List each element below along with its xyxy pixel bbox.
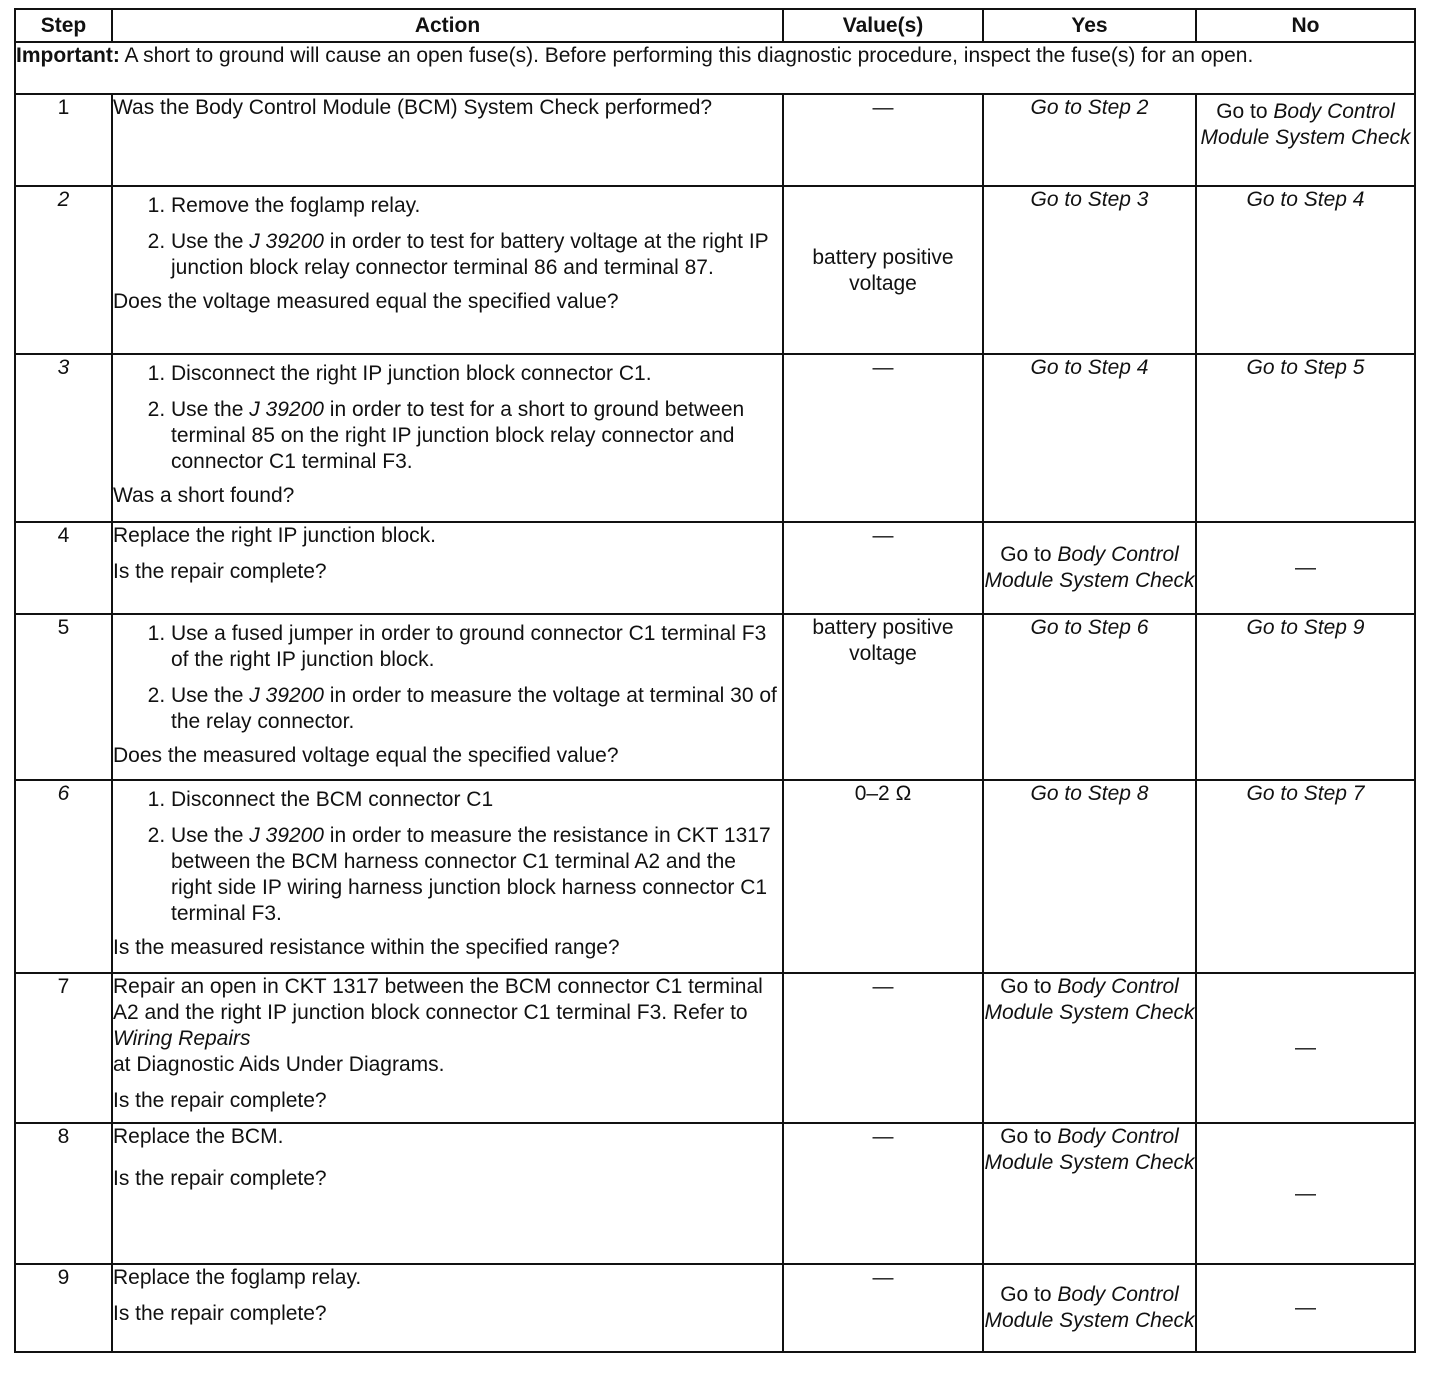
header-action: Action bbox=[112, 9, 783, 42]
tool-name: J 39200 bbox=[249, 824, 324, 847]
action-cell bbox=[112, 780, 783, 973]
no-go-to: Go to bbox=[1216, 100, 1274, 123]
header-yes: Yes bbox=[983, 9, 1196, 42]
yes-go-to: Go to bbox=[1000, 1283, 1058, 1306]
step-number: 3 bbox=[15, 354, 112, 522]
no-cell: Go to Step 7 bbox=[1196, 780, 1415, 973]
action-question: Is the repair complete? bbox=[113, 1302, 327, 1325]
header-step: Step bbox=[15, 9, 112, 42]
table-row-step-4 bbox=[15, 522, 1415, 614]
no-cell: Go to Step 5 bbox=[1196, 354, 1415, 522]
header-no: No bbox=[1196, 9, 1415, 42]
yes-go-to: Go to bbox=[1000, 543, 1058, 566]
tool-name: J 39200 bbox=[249, 684, 324, 707]
action-cell bbox=[112, 354, 783, 522]
no-cell: — bbox=[1196, 973, 1415, 1123]
action-question: Is the repair complete? bbox=[113, 1089, 327, 1112]
step-number: 2 bbox=[15, 186, 112, 354]
no-cell: — bbox=[1196, 1123, 1415, 1264]
step-number: 4 bbox=[15, 522, 112, 614]
substep-list bbox=[113, 193, 782, 281]
substep-item: 2. Use the J 39200 in order to test for a short to ground between terminal 85 on the right IP junction block relay connector and connector C1 terminal F3. bbox=[171, 397, 782, 475]
yes-cell: Go to Step 6 bbox=[983, 614, 1196, 780]
yes-go-to: Go to bbox=[1000, 975, 1058, 998]
tool-name: J 39200 bbox=[249, 230, 324, 253]
action-cell bbox=[112, 614, 783, 780]
value-cell: — bbox=[783, 94, 983, 186]
action-question: Is the repair complete? bbox=[113, 1167, 327, 1190]
wiring-repairs-ref: Wiring Repairs bbox=[113, 1027, 251, 1050]
step-number: 1 bbox=[15, 94, 112, 186]
step-number: 7 bbox=[15, 973, 112, 1123]
header-values: Value(s) bbox=[783, 9, 983, 42]
no-cell: Go to Step 4 bbox=[1196, 186, 1415, 354]
no-cell: — bbox=[1196, 1264, 1415, 1352]
value-cell: battery positive voltage bbox=[783, 186, 983, 354]
substep-list bbox=[113, 621, 782, 735]
important-row bbox=[15, 42, 1415, 94]
table-row-step-6 bbox=[15, 780, 1415, 973]
yes-cell: Go to Step 8 bbox=[983, 780, 1196, 973]
action-question: Was a short found? bbox=[113, 484, 295, 507]
no-cell: — bbox=[1196, 522, 1415, 614]
value-cell: — bbox=[783, 354, 983, 522]
action-cell bbox=[112, 522, 783, 614]
action-cell bbox=[112, 186, 783, 354]
yes-cell bbox=[983, 1264, 1196, 1352]
diagnostic-table bbox=[14, 8, 1416, 1353]
step-number: 8 bbox=[15, 1123, 112, 1264]
yes-link-bcm-check: Body Control Module System Check bbox=[984, 1125, 1195, 1174]
substep-item: 2. Use the J 39200 in order to measure the voltage at terminal 30 of the relay connector. bbox=[171, 683, 782, 735]
action-cell bbox=[112, 973, 783, 1123]
yes-cell: Go to Step 4 bbox=[983, 354, 1196, 522]
value-cell: — bbox=[783, 1264, 983, 1352]
substep-list bbox=[113, 361, 782, 475]
action-question: Is the repair complete? bbox=[113, 560, 327, 583]
table-row-step-8 bbox=[15, 1123, 1415, 1264]
substep-item: 1. Disconnect the BCM connector C1 bbox=[171, 787, 782, 813]
step-number: 5 bbox=[15, 614, 112, 780]
value-cell: 0–2 Ω bbox=[783, 780, 983, 973]
action-question: Was the Body Control Module (BCM) System Check performed? bbox=[113, 96, 713, 119]
action-text: Repair an open in CKT 1317 between the BCM connector C1 terminal A2 and the right IP junction block connector C1 terminal F3. Refer to Wiring Repairs at Diagnostic Aids Under Diagrams. bbox=[113, 975, 763, 1076]
step-number: 6 bbox=[15, 780, 112, 973]
substep-item: 1. Disconnect the right IP junction block connector C1. bbox=[171, 361, 782, 387]
action-text: Replace the right IP junction block. bbox=[113, 524, 436, 547]
yes-cell: Go to Step 2 bbox=[983, 94, 1196, 186]
tool-name: J 39200 bbox=[249, 398, 324, 421]
table-row-step-2 bbox=[15, 186, 1415, 354]
action-text: Replace the foglamp relay. bbox=[113, 1266, 362, 1289]
action-question: Does the measured voltage equal the specified value? bbox=[113, 744, 619, 767]
value-cell: — bbox=[783, 522, 983, 614]
table-row-step-7 bbox=[15, 973, 1415, 1123]
yes-cell bbox=[983, 522, 1196, 614]
table-row-step-1 bbox=[15, 94, 1415, 186]
table-row-step-3 bbox=[15, 354, 1415, 522]
action-text: Replace the BCM. bbox=[113, 1125, 284, 1148]
substep-item: 1. Remove the foglamp relay. bbox=[171, 193, 782, 219]
yes-cell: Go to Step 3 bbox=[983, 186, 1196, 354]
yes-link-bcm-check: Body Control Module System Check bbox=[984, 975, 1195, 1024]
important-note bbox=[15, 42, 1415, 94]
no-cell bbox=[1196, 94, 1415, 186]
yes-go-to: Go to bbox=[1000, 1125, 1058, 1148]
step-number: 9 bbox=[15, 1264, 112, 1352]
action-cell bbox=[112, 1264, 783, 1352]
action-cell bbox=[112, 94, 783, 186]
value-cell: — bbox=[783, 1123, 983, 1264]
yes-cell bbox=[983, 973, 1196, 1123]
table-row-step-5 bbox=[15, 614, 1415, 780]
important-label: Important: bbox=[16, 44, 120, 67]
no-cell: Go to Step 9 bbox=[1196, 614, 1415, 780]
action-cell bbox=[112, 1123, 783, 1264]
yes-cell bbox=[983, 1123, 1196, 1264]
important-text: A short to ground will cause an open fuse(s). Before performing this diagnostic procedure, inspect the fuse(s) for an open. bbox=[119, 44, 1254, 67]
table-row-step-9 bbox=[15, 1264, 1415, 1352]
value-cell: — bbox=[783, 973, 983, 1123]
substep-list bbox=[113, 787, 782, 927]
action-question: Does the voltage measured equal the specified value? bbox=[113, 290, 619, 313]
yes-link-bcm-check: Body Control Module System Check bbox=[984, 543, 1195, 592]
yes-link-bcm-check: Body Control Module System Check bbox=[984, 1283, 1195, 1332]
action-question: Is the measured resistance within the specified range? bbox=[113, 936, 620, 959]
no-link-bcm-check: Body Control Module System Check bbox=[1200, 100, 1411, 149]
header-row bbox=[15, 9, 1415, 42]
value-cell: battery positive voltage bbox=[783, 614, 983, 780]
substep-item: 2. Use the J 39200 in order to measure the resistance in CKT 1317 between the BCM harness connector C1 terminal A2 and the right side IP wiring harness junction block harness connector C1 terminal F3. bbox=[171, 823, 782, 927]
substep-item: 1. Use a fused jumper in order to ground connector C1 terminal F3 of the right IP junction block. bbox=[171, 621, 782, 673]
substep-item: 2. Use the J 39200 in order to test for battery voltage at the right IP junction block relay connector terminal 86 and terminal 87. bbox=[171, 229, 782, 281]
